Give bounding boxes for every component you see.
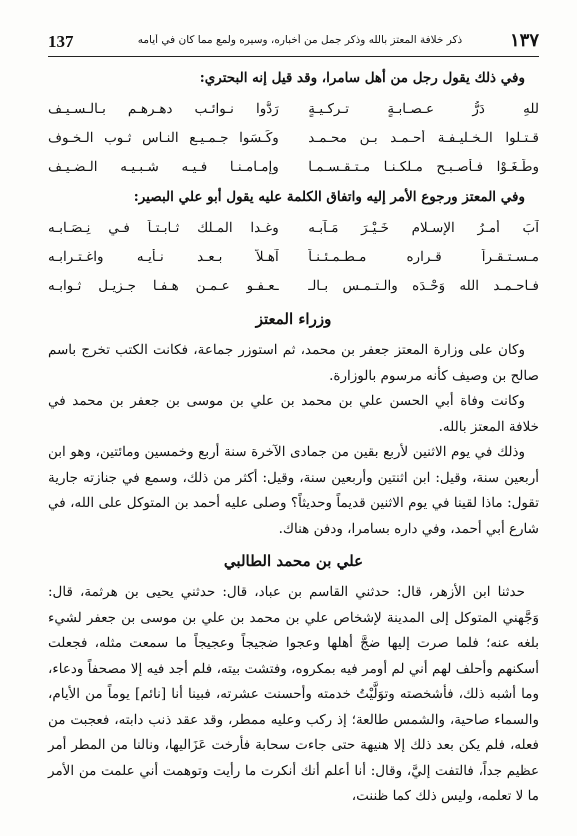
paragraph: وكانت وفاة أبي الحسن علي بن محمد بن علي بن موسى بن جعفر بن محمد في خلافة المعتز بالله. xyxy=(48,393,539,435)
paragraph: وكان على وزارة المعتز جعفر بن محمد، ثم استوزر جماعة، فكانت الكتب تخرج باسم صالح بن وصيف كأنه مرسوم بالوزارة. xyxy=(48,342,539,384)
hemistich-first: قـتـلوا الـخـليـفـة أحـمـد بـن محـمـد xyxy=(308,129,539,146)
poem-intro-2: وفي المعتز ورجوع الأمر إليه واتفاق الكلمة عليه يقول أبو علي البصير: xyxy=(133,189,525,205)
hemistich-second: وإمـامـنـا فـيـه شـبـيـه الـضـيـف xyxy=(48,158,279,175)
page-number-latin: 137 xyxy=(48,32,74,51)
verse xyxy=(48,213,539,242)
verse xyxy=(48,152,539,181)
verse xyxy=(48,242,539,271)
poem-1 xyxy=(48,94,539,181)
poem-2 xyxy=(48,213,539,300)
hemistich-first: وطَـغَـوْا فـأصـبـح مـلكـنـا مـتـقـسـمـا xyxy=(308,158,539,175)
hemistich-first: فـاحـمـد الله وَحْـدَه والـتـمـس بـالـ xyxy=(308,277,539,294)
section-heading-ministers: وزراء المعتز xyxy=(255,310,332,328)
verse xyxy=(48,271,539,300)
verse xyxy=(48,123,539,152)
hemistich-first: آبَ أمـرُ الإسـلام خَـيْـرَ مَـآبـه xyxy=(308,219,539,236)
paragraph: حدثنا ابن الأزهر، قال: حدثني القاسم بن عباد، قال: حدثني يحيى بن هرثمة، قال: وَجَّهني المتوكل إلى المدينة لإشخاص علي بن محمد بن علي بن موسى بن جعفر لشيء بلغه عنه؛ فلما صرت إليها ضجَّ أهلها وعجوا ضجيجاً وعجيجاً ما سمعت مثله، فجعلت أسكنهم وأحلف لهم أني لم أومر فيه بمكروه، وفتشت بيته، فلم أجد فيه إلا مصحفاً ودعاء، وما أشبه ذلك، فأشخصته وتوَلَّيْتُ خدمته وأحسنت عشرته، فبينا أنا [نائم] يوماً من الأيام، والسماء صاحية، والشمس طالعة؛ إذ ركب وعليه ممطر، وقد عقد ذنب دابته، فعجبت من فعله، فلم يكن بعد ذلك إلا هنيهة حتى جاءت سحابة فأرخت عَزَاليها، ونالنا من المطر أمر عظيم جداً، فالتفت إليَّ، وقال: أنا أعلم أنك أنكرت ما رأيت وتوهمت أني علمت من الأمر ما لا تعلمه، وليس ذلك كما ظننت، xyxy=(48,584,539,804)
page-number-arabic: ١٣٧ xyxy=(509,30,539,51)
paragraph: وذلك في يوم الاثنين لأربع بقين من جمادى الآخرة سنة أربع وخمسين ومائتين، وهو ابن أربعين سنة، وقيل: ابن اثنتين وأربعين سنة، وقيل: أكثر من ذلك، وسمع في جنازته جارية تقول: ماذا لقينا في يوم الاثنين قديماً وحديثاً؟ وصلى عليه أحمد بن المتوكل على الله، في شارع أبي أحمد، وفي داره بسامرا، ودفن هناك. xyxy=(48,444,539,537)
hemistich-second: آهـلاً بـعـد نـأيـه واغـتـرابـه xyxy=(48,248,279,265)
hemistich-second: رَدُّوا نـوائـب دهـرهـم بـالـسـيـف xyxy=(48,100,279,117)
hemistich-second: وغـدا المـلك ثـابـتـاً فـي نِـصَـابـه xyxy=(48,219,279,236)
hemistich-first: مـسـتـقـراً قـراره مـطـمـئـنـاً xyxy=(308,248,539,265)
hemistich-second: ـعـفـو عـمـن هـفـا جـزيـل ثـوابـه xyxy=(48,277,279,294)
poem-intro-1: وفي ذلك يقول رجل من أهل سامرا، وقد قيل إنه البحتري: xyxy=(199,70,525,86)
running-title: ذكر خلافة المعتز بالله وذكر جمل من أخباره، وسيره ولمع مما كان في أيامه xyxy=(137,34,463,46)
hemistich-first: للهِ دَرُّ عـصـابـةٍ تـركـيـةٍ xyxy=(308,100,539,117)
running-header xyxy=(48,30,539,57)
verse xyxy=(48,94,539,123)
section-heading-ali: علي بن محمد الطالبي xyxy=(223,552,364,570)
hemistich-second: وكَـسَوا جـمـيـع النـاس ثـوب الـخـوف xyxy=(48,129,279,146)
page-body xyxy=(48,62,539,810)
